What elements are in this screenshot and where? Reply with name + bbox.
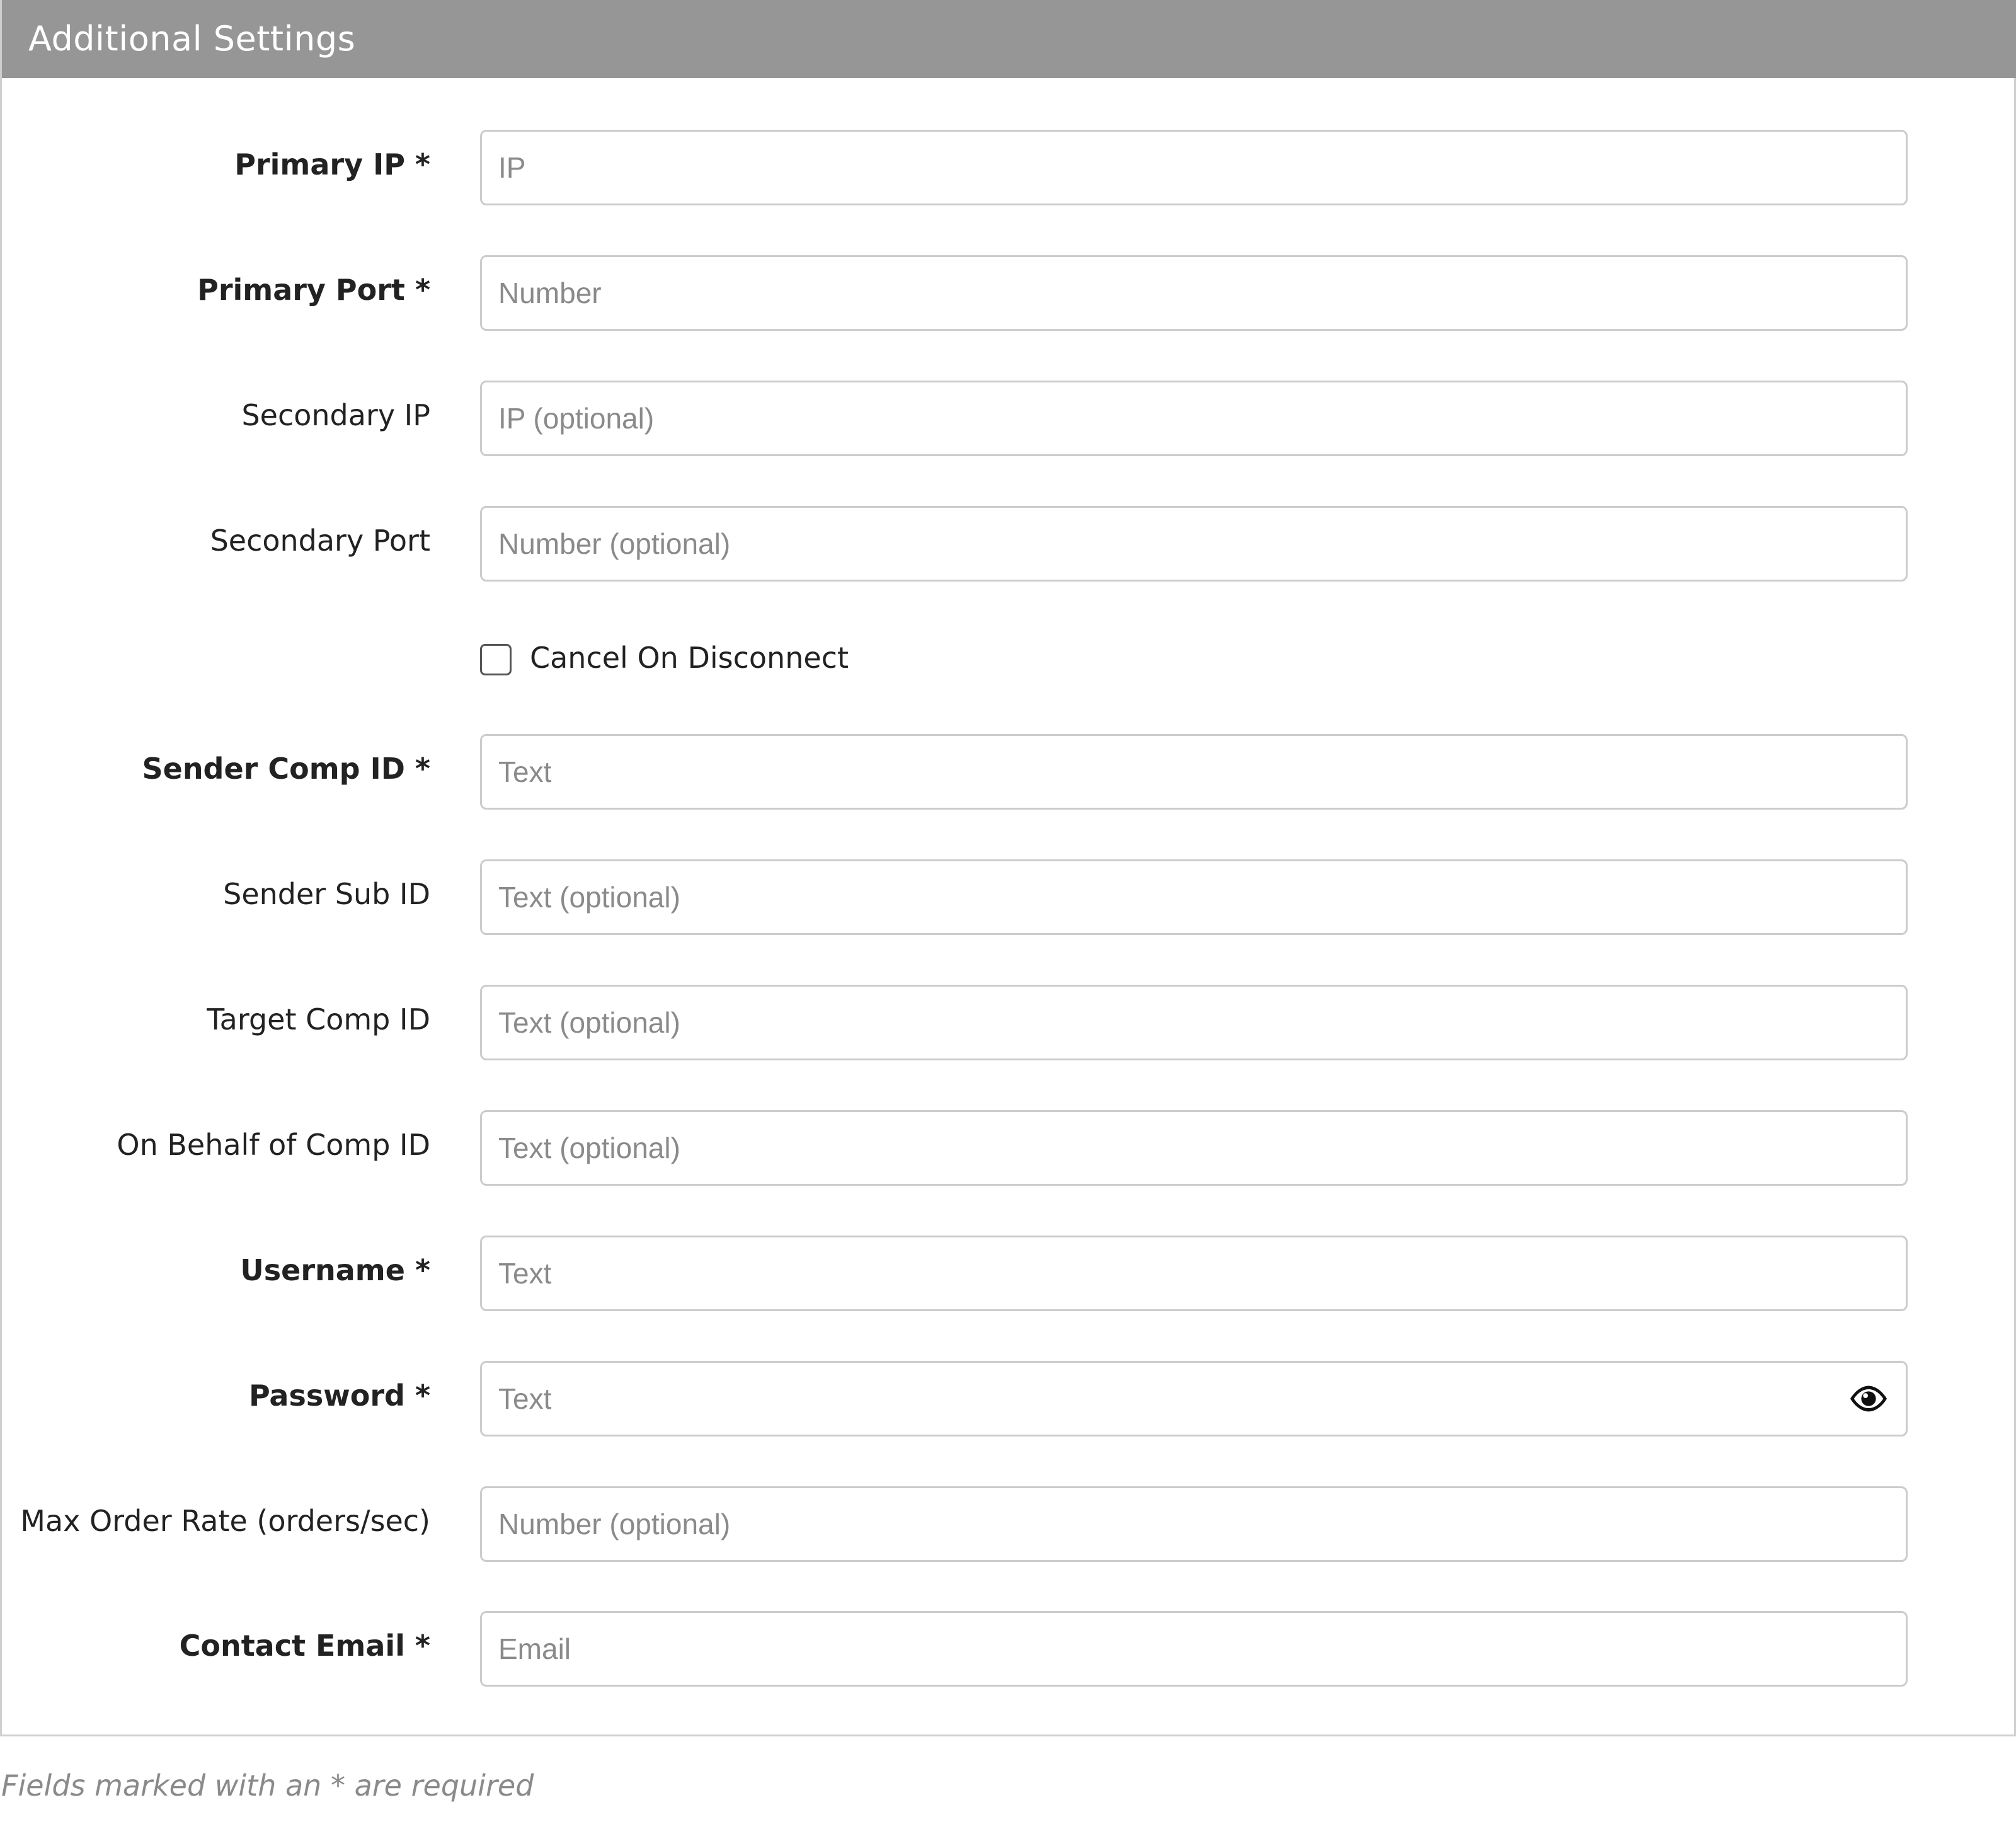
sender-sub-id-row	[2, 859, 2016, 935]
secondary-ip-label: Secondary IP	[241, 398, 430, 432]
contact-email-input[interactable]	[480, 1611, 1908, 1687]
secondary-port-row	[2, 506, 2016, 582]
on-behalf-comp-id-label: On Behalf of Comp ID	[117, 1128, 430, 1162]
primary-port-label: Primary Port *	[197, 273, 430, 307]
cancel-on-disconnect-checkbox[interactable]	[480, 644, 512, 675]
primary-port-row	[2, 255, 2016, 331]
secondary-ip-input[interactable]	[480, 381, 1908, 456]
username-row	[2, 1236, 2016, 1311]
target-comp-id-input[interactable]	[480, 985, 1908, 1060]
secondary-port-input[interactable]	[480, 506, 1908, 582]
max-order-rate-label: Max Order Rate (orders/sec)	[20, 1504, 430, 1538]
password-input[interactable]	[480, 1361, 1908, 1437]
on-behalf-comp-id-input[interactable]	[480, 1110, 1908, 1186]
contact-email-row	[2, 1611, 2016, 1687]
on-behalf-comp-id-row	[2, 1110, 2016, 1186]
username-input[interactable]	[480, 1236, 1908, 1311]
sender-comp-id-row	[2, 734, 2016, 810]
username-label: Username *	[240, 1253, 430, 1287]
panel-header	[2, 0, 2016, 78]
sender-comp-id-label: Sender Comp ID *	[142, 752, 430, 786]
password-row	[2, 1361, 2016, 1437]
sender-sub-id-input[interactable]	[480, 859, 1908, 935]
sender-comp-id-input[interactable]	[480, 734, 1908, 810]
required-fields-note: Fields marked with an * are required	[1, 1769, 534, 1803]
max-order-rate-input[interactable]	[480, 1486, 1908, 1562]
cancel-on-disconnect-row	[2, 636, 2016, 680]
eye-icon[interactable]	[1849, 1384, 1888, 1414]
secondary-ip-row	[2, 381, 2016, 456]
secondary-port-label: Secondary Port	[210, 524, 430, 558]
primary-ip-row	[2, 130, 2016, 205]
primary-ip-label: Primary IP *	[234, 147, 430, 181]
contact-email-label: Contact Email *	[179, 1629, 430, 1663]
password-label: Password *	[248, 1379, 430, 1413]
max-order-rate-row	[2, 1486, 2016, 1562]
primary-port-input[interactable]	[480, 255, 1908, 331]
target-comp-id-row	[2, 985, 2016, 1060]
cancel-on-disconnect-label[interactable]: Cancel On Disconnect	[530, 641, 849, 675]
sender-sub-id-label: Sender Sub ID	[223, 877, 430, 911]
panel-title: Additional Settings	[28, 19, 356, 59]
primary-ip-input[interactable]	[480, 130, 1908, 205]
target-comp-id-label: Target Comp ID	[207, 1002, 430, 1036]
